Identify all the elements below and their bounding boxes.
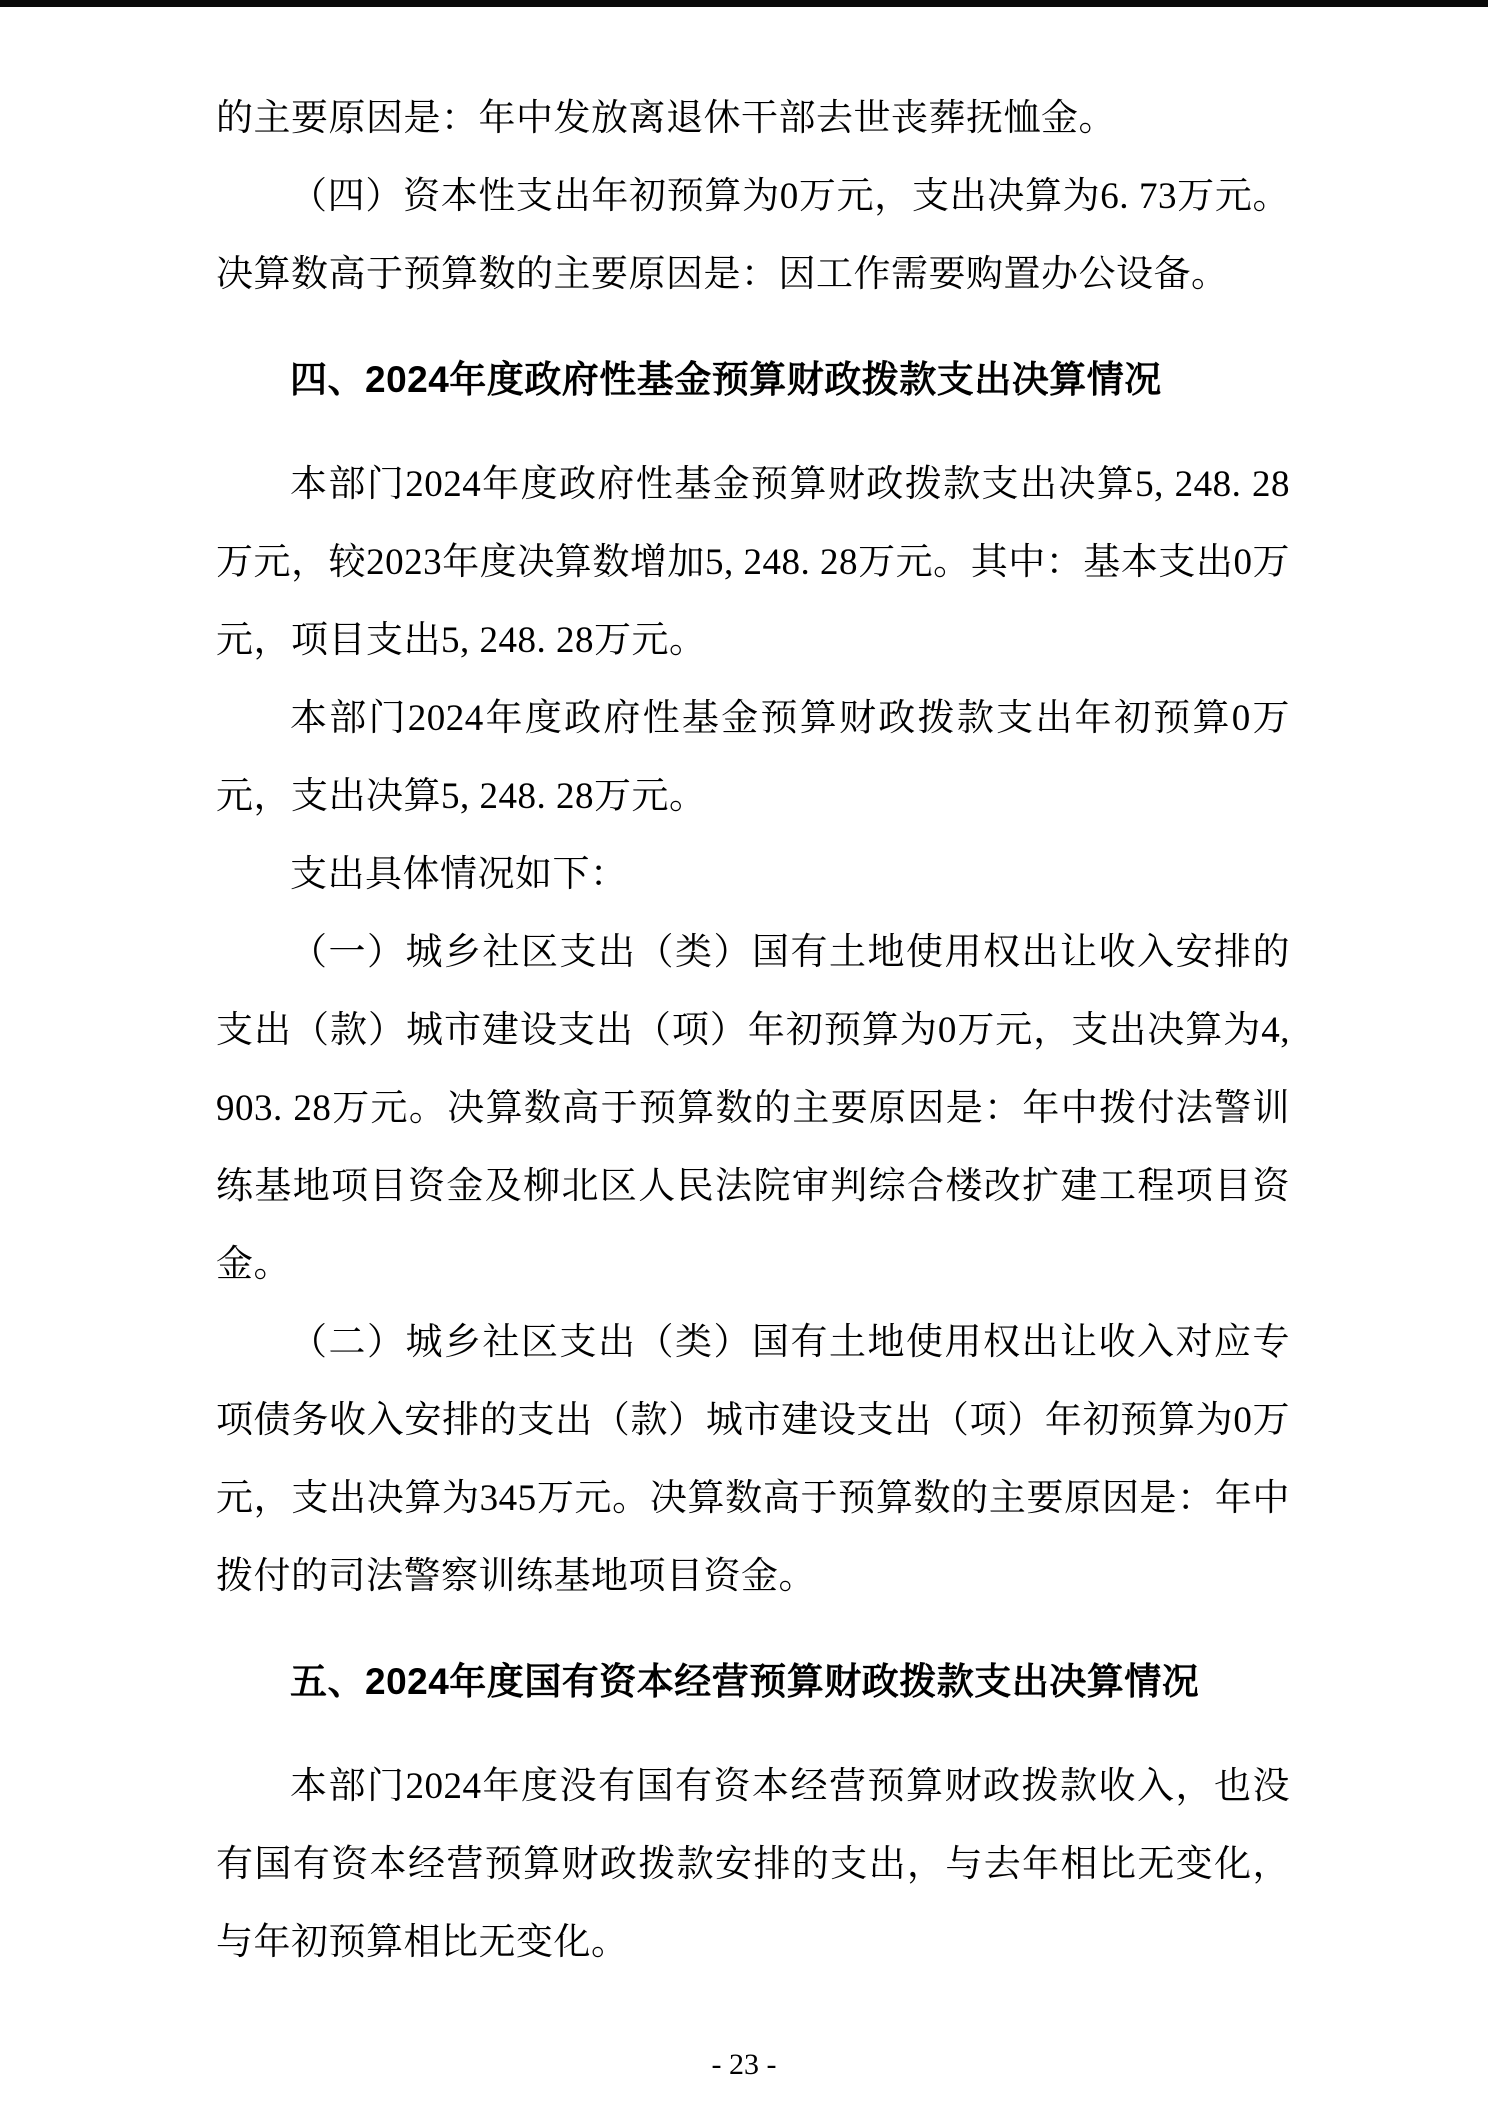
paragraph-fund-initial-budget: 本部门2024年度政府性基金预算财政拨款支出年初预算0万元，支出决算5, 248. 28万元。 — [216, 698, 1290, 817]
paragraph-item-one-urban-community: （一）城乡社区支出（类）国有土地使用权出让收入安排的支出（款）城市建设支出（项）年初预算为0万元，支出决算为4, 903. 28万元。决算数高于预算数的主要原因是：年中拨付法警训练基地项目资金及柳北区人民法院审判综合楼改扩建工程项目资金。 — [216, 932, 1290, 1285]
paragraph-capital-expenditure: （四）资本性支出年初预算为0万元，支出决算为6. 73万元。决算数高于预算数的主要原因是：因工作需要购置办公设备。 — [216, 176, 1290, 295]
scan-artifact-top-bar — [0, 0, 1488, 7]
section-heading-state-capital: 五、2024年度国有资本经营预算财政拨款支出决算情况 — [290, 1661, 1200, 1702]
paragraph-fund-expenditure-total: 本部门2024年度政府性基金预算财政拨款支出决算5, 248. 28万元，较2023年度决算数增加5, 248. 28万元。其中：基本支出0万元，项目支出5, 248. 28万元。 — [216, 464, 1290, 661]
paragraph-continued: 的主要原因是：年中发放离退休干部去世丧葬抚恤金。 — [216, 98, 1116, 139]
paragraph-detail-intro: 支出具体情况如下： — [290, 854, 628, 895]
paragraph-state-capital-no-change: 本部门2024年度没有国有资本经营预算财政拨款收入，也没有国有资本经营预算财政拨款安排的支出，与去年相比无变化，与年初预算相比无变化。 — [216, 1766, 1290, 1963]
page-number: - 23 - — [711, 2048, 777, 2081]
section-heading-government-funds: 四、2024年度政府性基金预算财政拨款支出决算情况 — [290, 359, 1162, 400]
document-body — [216, 80, 1290, 1982]
paragraph-item-two-special-debt: （二）城乡社区支出（类）国有土地使用权出让收入对应专项债务收入安排的支出（款）城市建设支出（项）年初预算为0万元，支出决算为345万元。决算数高于预算数的主要原因是：年中拨付的司法警察训练基地项目资金。 — [216, 1322, 1290, 1597]
